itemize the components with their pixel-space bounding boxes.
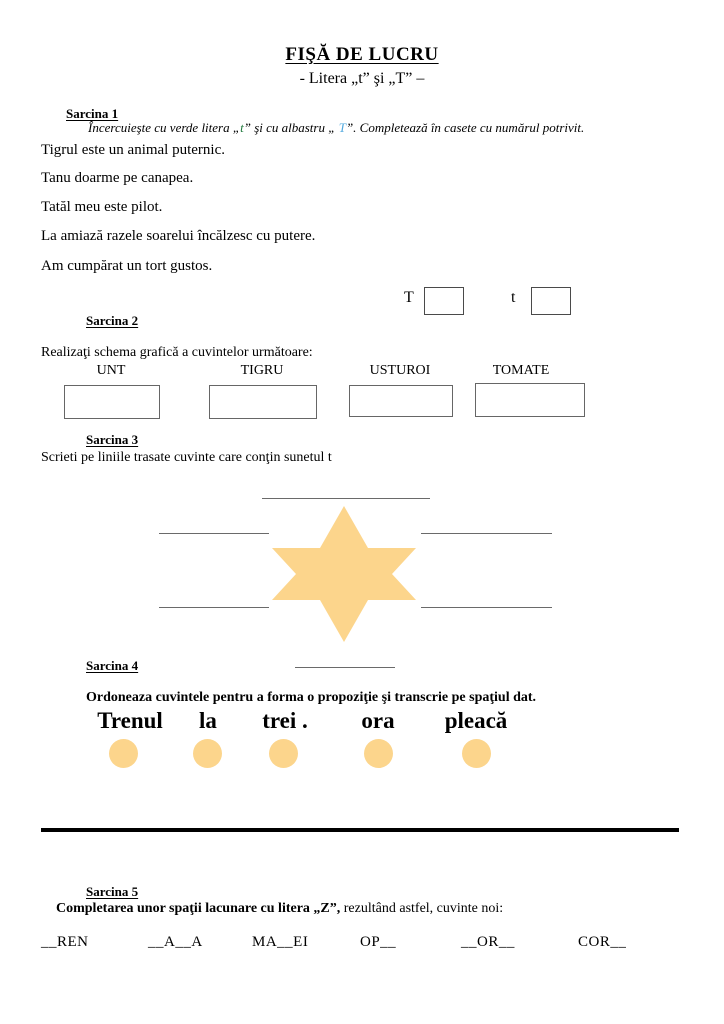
task-1-instruction-prefix: Încercuieşte cu verde litera „: [88, 120, 241, 135]
word-circle-4[interactable]: [364, 739, 393, 768]
task-2-schema-box-tigru[interactable]: [209, 385, 317, 419]
word-circle-5[interactable]: [462, 739, 491, 768]
task-1-instruction-middle: ” şi cu albastru „: [243, 120, 339, 135]
scrambled-word-4[interactable]: ora: [361, 708, 395, 733]
task-2-schema-box-tomate[interactable]: [475, 383, 585, 417]
blank-word-2[interactable]: __A__A: [148, 934, 203, 950]
sentence-2: Tanu doarme pe canapea.: [41, 170, 194, 186]
scrambled-word-3[interactable]: trei .: [262, 708, 308, 733]
count-label-lowercase-t: t: [511, 289, 516, 306]
task-2-word-unt: UNT: [96, 363, 126, 378]
blank-word-4[interactable]: OP__: [360, 934, 397, 950]
task-1-heading: Sarcina 1: [66, 106, 119, 121]
page-title: [0, 44, 724, 66]
word-circle-1[interactable]: [109, 739, 138, 768]
task-2-heading: Sarcina 2: [86, 313, 139, 328]
word-circle-2[interactable]: [193, 739, 222, 768]
blank-word-1[interactable]: __REN: [41, 934, 89, 950]
task-2-schema-box-usturoi[interactable]: [349, 385, 453, 417]
blank-word-5[interactable]: __OR__: [461, 934, 515, 950]
task-5-instruction: [56, 901, 503, 917]
task-2-word-usturoi: USTUROI: [369, 363, 431, 378]
task-2-schema-box-unt[interactable]: [64, 385, 160, 419]
task-3-line-lower-left[interactable]: [159, 607, 269, 608]
page-subtitle: - Litera „t” şi „T” –: [299, 70, 425, 87]
task-2-word-tomate: TOMATE: [492, 363, 550, 378]
blank-word-6[interactable]: COR__: [578, 934, 627, 950]
task-3-line-lower-right[interactable]: [421, 607, 552, 608]
sentence-5: Am cumpărat un tort gustos.: [41, 258, 213, 274]
count-box-uppercase-T[interactable]: [424, 287, 464, 315]
task-4-instruction: Ordoneaza cuvintele pentru a forma o propoziţie şi transcrie pe spaţiul dat.: [86, 690, 537, 705]
scrambled-word-5[interactable]: pleacă: [444, 708, 508, 733]
blank-word-3[interactable]: MA__EI: [252, 934, 309, 950]
sentence-3: Tatăl meu este pilot.: [41, 199, 163, 215]
task-3-line-upper-left[interactable]: [159, 533, 269, 534]
count-label-uppercase-T: T: [404, 289, 414, 306]
task-3-instruction: Scrieti pe liniile trasate cuvinte care conţin sunetul t: [41, 450, 332, 465]
task-2-word-tigru: TIGRU: [240, 363, 284, 378]
green-letter-t: t: [240, 120, 244, 135]
task-3-line-top[interactable]: [262, 498, 430, 499]
task-1-instruction-suffix: ”. Completează în casete cu numărul potrivit.: [345, 120, 585, 135]
star-polygon: [272, 506, 416, 642]
count-box-lowercase-t[interactable]: [531, 287, 571, 315]
star-shape: [271, 504, 417, 644]
task-2-instruction: Realizaţi schema grafică a cuvintelor următoare:: [41, 345, 313, 360]
task-4-heading: Sarcina 4: [86, 658, 139, 673]
task-5-heading: Sarcina 5: [86, 884, 139, 899]
scrambled-word-2[interactable]: la: [199, 708, 217, 733]
task-5-instruction-rest: rezultând astfel, cuvinte noi:: [340, 901, 504, 916]
blue-letter-T: T: [338, 120, 346, 135]
task-4-answer-line[interactable]: [295, 667, 395, 668]
sentence-4: La amiază razele soarelui încălzesc cu putere.: [41, 228, 316, 244]
page-title-text: FIŞĂ DE LUCRU: [285, 44, 439, 65]
scrambled-word-1[interactable]: Trenul: [97, 708, 163, 733]
task-3-heading: Sarcina 3: [86, 432, 139, 447]
task-1-instruction: [88, 120, 584, 136]
word-circle-3[interactable]: [269, 739, 298, 768]
task-5-instruction-bold: Completarea unor spaţii lacunare cu litera „Z”,: [56, 901, 341, 916]
section-divider: [41, 828, 679, 832]
task-3-line-upper-right[interactable]: [421, 533, 552, 534]
sentence-1: Tigrul este un animal puternic.: [41, 142, 225, 158]
